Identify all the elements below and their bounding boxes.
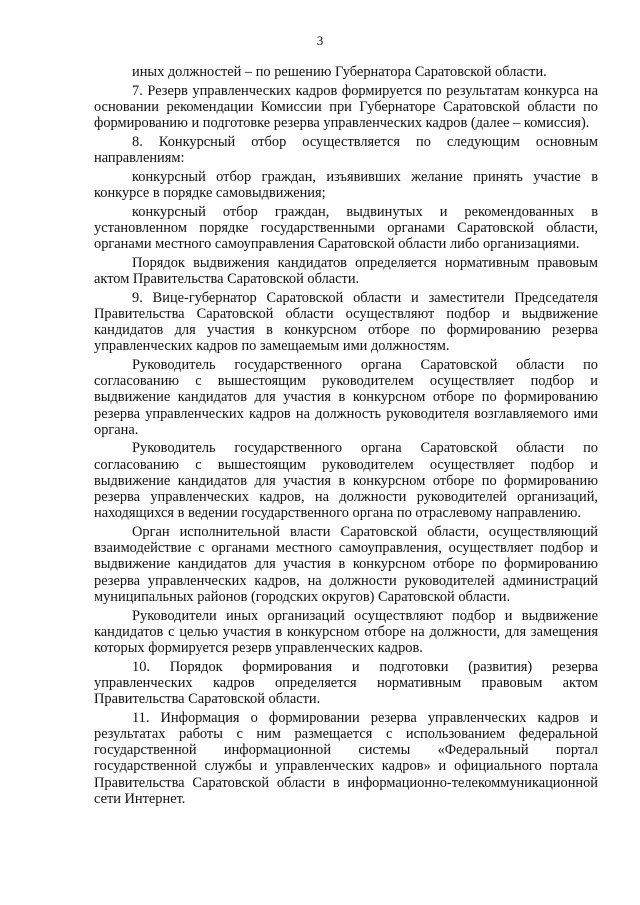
paragraph-item-11: 11. Информация о формировании резерва управленческих кадров и результатах работы с ним размещается с использованием федеральной государственной информационной системы «Федеральный портал государственной службы и управленческих кадров» и официального портала Правительства Саратовской области в информационно-телекоммуникационной сети Интернет. bbox=[94, 709, 598, 807]
document-body bbox=[94, 64, 598, 809]
page-number: 3 bbox=[316, 33, 324, 48]
paragraph: Орган исполнительной власти Саратовской области, осуществляющий взаимодействие с органами местного самоуправления, осуществляет подбор и выдвижение кандидатов для участия в конкурсном отборе по формированию резерва управленческих кадров, на должности руководителей администраций муниципальных районов (городских округов) Саратовской области. bbox=[94, 523, 598, 605]
paragraph-item-8: 8. Конкурсный отбор осуществляется по следующим основным направлениям: bbox=[94, 133, 598, 167]
paragraph-item-9: 9. Вице-губернатор Саратовской области и заместители Председателя Правительства Саратовской области осуществляют подбор и выдвижение кандидатов для участия в конкурсном отборе по формированию резерва управленческих кадров по замещаемым ими должностям. bbox=[94, 289, 598, 355]
paragraph: Руководитель государственного органа Саратовской области по согласованию с вышестоящим руководителем осуществляет подбор и выдвижение кандидатов для участия в конкурсном отборе по формированию резерва управленческих кадров, на должности руководителей организаций, находящихся в ведении государственного органа по отраслевому направлению. bbox=[94, 440, 598, 522]
paragraph: конкурсный отбор граждан, изъявивших желание принять участие в конкурсе в порядке самовыдвижения; bbox=[94, 168, 598, 201]
paragraph-item-10: 10. Порядок формирования и подготовки (развития) резерва управленческих кадров определяется нормативным правовым актом Правительства Саратовской области. bbox=[94, 658, 598, 708]
paragraph: конкурсный отбор граждан, выдвинутых и рекомендованных в установленном порядке государственными органами Саратовской области, органами местного самоуправления Саратовской области либо организациями. bbox=[94, 203, 598, 253]
paragraph: иных должностей – по решению Губернатора Саратовской области. bbox=[132, 64, 547, 80]
paragraph-item-7: 7. Резерв управленческих кадров формируется по результатам конкурса на основании рекомендации Комиссии при Губернаторе Саратовской области по формированию и подготовке резерва управленческих кадров (далее – комиссия). bbox=[94, 82, 598, 132]
paragraph: Порядок выдвижения кандидатов определяется нормативным правовым актом Правительства Саратовской области. bbox=[94, 254, 598, 287]
paragraph: Руководитель государственного органа Саратовской области по согласованию с вышестоящим руководителем осуществляет подбор и выдвижение кандидатов для участия в конкурсном отборе по формированию резерва управленческих кадров на должность руководителя возглавляемого ими органа. bbox=[94, 356, 598, 438]
paragraph: Руководители иных организаций осуществляют подбор и выдвижение кандидатов с целью участия в конкурсном отборе на должности, для замещения которых формируется резерв управленческих кадров. bbox=[94, 607, 598, 656]
